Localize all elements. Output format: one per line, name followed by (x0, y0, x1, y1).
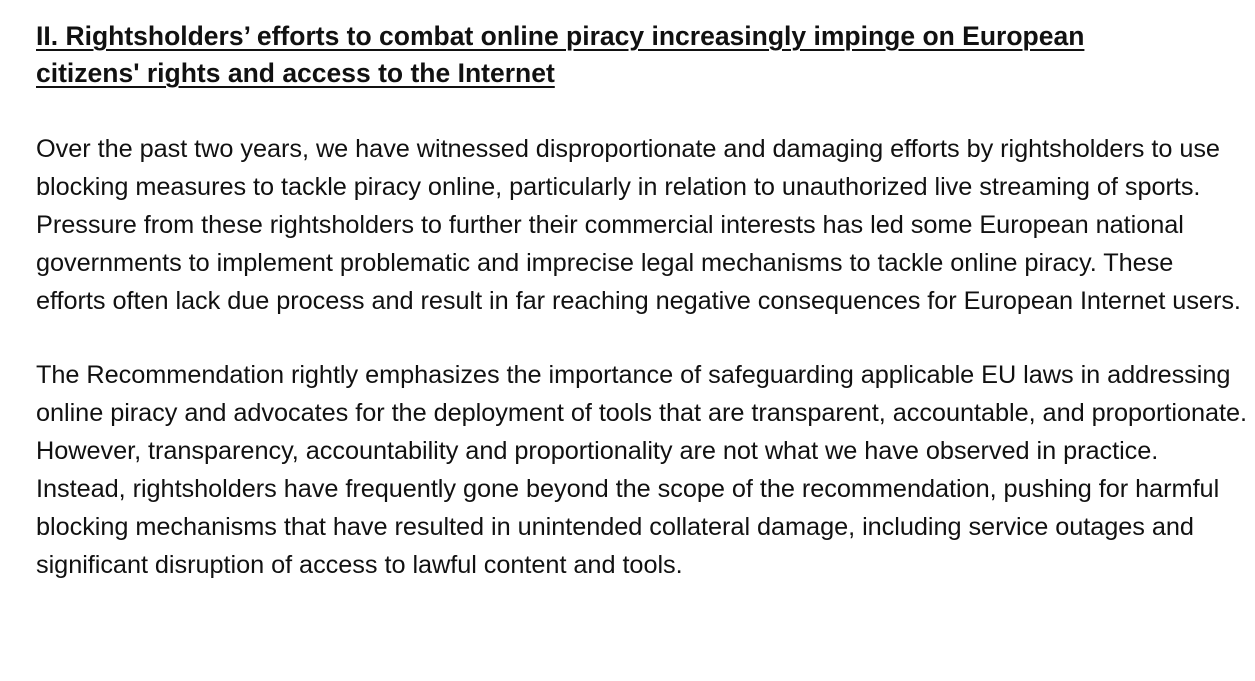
section-heading: II. Rightsholders’ efforts to combat online piracy increasingly impinge on European citizens' rights and access to the Internet (36, 21, 1085, 88)
body-paragraph-1: Over the past two years, we have witnessed disproportionate and damaging efforts by rightsholders to use blocking measures to tackle piracy online, particularly in relation to unauthorized live streaming of sports. Pressure from these rightsholders to further their commercial interests has led some European national governments to implement problematic and imprecise legal mechanisms to tackle online piracy. These efforts often lack due process and result in far reaching negative consequences for European Internet users. (36, 135, 1241, 315)
body-paragraph-2: The Recommendation rightly emphasizes the importance of safeguarding applicable EU laws in addressing online piracy and advocates for the deployment of tools that are transparent, accountable, and proportionate. However, transparency, accountability and proportionality are not what we have observed in practice. Instead, rightsholders have frequently gone beyond the scope of the recommendation, pushing for harmful blocking mechanisms that have resulted in unintended collateral damage, including service outages and significant disruption of access to lawful content and tools. (36, 361, 1247, 579)
document-page (36, 18, 1248, 584)
